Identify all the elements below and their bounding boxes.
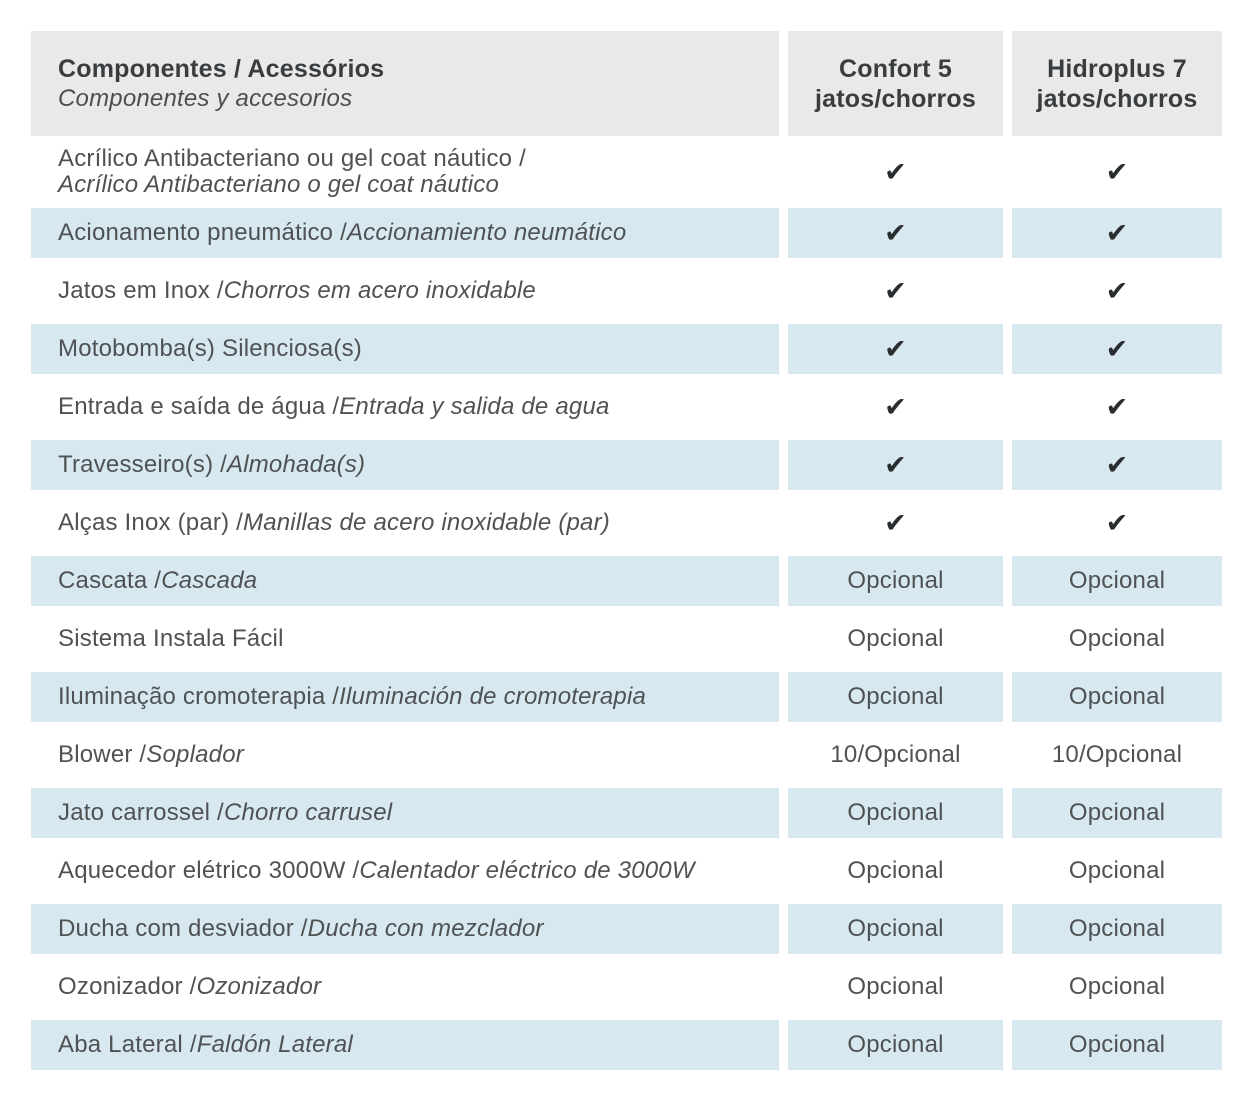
value-text: Opcional [1068,799,1166,826]
value-cell-confort-5 [788,726,1003,784]
check-icon: ✔ [884,507,907,539]
check-icon: ✔ [884,156,907,188]
value-cell-hidroplus-7 [1012,320,1222,378]
table-row [31,552,1222,610]
component-label-cell [31,842,779,900]
component-label-pt: Jato carrossel / [58,799,224,826]
value-text: Opcional [1068,567,1166,594]
value-cell-hidroplus-7 [1012,204,1222,262]
component-label-es: Chorros em acero inoxidable [223,277,536,304]
value-cell-confort-5 [788,784,1003,842]
component-label-cell [31,958,779,1016]
value-text: Opcional [1068,625,1166,652]
component-label-pt: Iluminação cromoterapia / [58,683,340,710]
value-text: Opcional [1068,1031,1166,1058]
component-label-pt: Motobomba(s) Silenciosa(s) [58,335,362,362]
components-comparison-table [31,31,1222,1074]
table-row [31,436,1222,494]
check-icon: ✔ [1105,449,1129,481]
value-cell-confort-5 [788,610,1003,668]
table-row [31,140,1222,204]
value-text: 10/Opcional [1051,741,1183,768]
value-text: Opcional [847,1031,944,1058]
component-label-cell [31,1016,779,1074]
value-cell-hidroplus-7 [1012,842,1222,900]
component-label-es: Faldón Lateral [196,1031,353,1058]
component-label-es: Entrada y salida de agua [339,393,610,420]
value-cell-hidroplus-7 [1012,1016,1222,1074]
component-label-es: Soplador [146,741,244,768]
component-label-es: Almohada(s) [227,451,366,478]
value-cell-hidroplus-7 [1012,140,1222,204]
component-label-cell [31,726,779,784]
value-cell-confort-5 [788,320,1003,378]
component-label-es: Manillas de acero inoxidable (par) [243,509,610,536]
value-cell-hidroplus-7 [1012,610,1222,668]
value-cell-confort-5 [788,552,1003,610]
column-header-line2: jatos/chorros [815,84,976,113]
check-icon: ✔ [884,333,907,365]
check-icon: ✔ [884,391,907,423]
value-cell-confort-5 [788,900,1003,958]
component-label-es: Accionamiento neumático [346,219,627,246]
component-label-pt: Aba Lateral / [58,1031,197,1058]
component-label-pt: Alças Inox (par) / [58,509,243,536]
value-text: 10/Opcional [830,741,961,768]
value-cell-confort-5 [788,494,1003,552]
component-label-cell [31,784,779,842]
value-cell-confort-5 [788,1016,1003,1074]
value-cell-confort-5 [788,668,1003,726]
component-label-cell [31,494,779,552]
column-header-confort-5 [788,31,1003,136]
table-title-pt: Componentes / Acessórios [58,54,385,83]
component-label-pt: Acionamento pneumático / [58,219,347,246]
table-body [31,140,1222,1074]
table-row [31,378,1222,436]
table-row [31,610,1222,668]
value-cell-confort-5 [788,140,1003,204]
value-text: Opcional [847,625,944,652]
value-cell-hidroplus-7 [1012,436,1222,494]
component-label-cell [31,320,779,378]
column-header-line1: Confort 5 [839,54,952,83]
value-cell-confort-5 [788,204,1003,262]
components-header-cell [31,31,779,136]
component-label-es: Acrílico Antibacteriano o gel coat náutico [58,171,500,198]
check-icon: ✔ [1105,507,1129,539]
check-icon: ✔ [1105,333,1129,365]
value-cell-hidroplus-7 [1012,668,1222,726]
value-cell-hidroplus-7 [1012,494,1222,552]
table-row [31,784,1222,842]
check-icon: ✔ [1105,275,1129,307]
component-label-es: Cascada [161,567,258,594]
value-text: Opcional [847,915,944,942]
value-text: Opcional [847,973,944,1000]
value-cell-hidroplus-7 [1012,262,1222,320]
component-label-es: Calentador eléctrico de 3000W [359,857,695,884]
value-cell-confort-5 [788,958,1003,1016]
value-text: Opcional [847,683,944,710]
value-cell-confort-5 [788,378,1003,436]
table-title-es: Componentes y accesorios [58,84,353,112]
component-label-cell [31,378,779,436]
component-label-pt: Cascata / [58,567,162,594]
component-label-es: Ducha con mezclador [307,915,544,942]
column-header-hidroplus-7 [1012,31,1222,136]
table-row [31,900,1222,958]
component-label-pt: Travesseiro(s) / [58,451,227,478]
component-label-es: Iluminación de cromoterapia [339,683,647,710]
component-label-pt: Sistema Instala Fácil [58,625,284,652]
value-text: Opcional [847,567,944,594]
component-label-cell [31,204,779,262]
component-label-cell [31,262,779,320]
table-header-row [31,31,1222,136]
value-text: Opcional [1068,973,1166,1000]
check-icon: ✔ [884,275,907,307]
table-row [31,668,1222,726]
table-row [31,958,1222,1016]
component-label-cell [31,900,779,958]
value-text: Opcional [1068,915,1166,942]
value-text: Opcional [1068,857,1166,884]
table-row [31,204,1222,262]
table-row [31,726,1222,784]
component-label-cell [31,552,779,610]
table-row [31,494,1222,552]
value-cell-hidroplus-7 [1012,378,1222,436]
check-icon: ✔ [1105,391,1129,423]
component-label-es: Chorro carrusel [223,799,393,826]
check-icon: ✔ [1105,156,1129,188]
value-text: Opcional [847,799,944,826]
value-cell-hidroplus-7 [1012,552,1222,610]
component-label-pt: Ducha com desviador / [58,915,308,942]
component-label-cell [31,668,779,726]
component-label-pt: Aquecedor elétrico 3000W / [58,857,360,884]
value-text: Opcional [847,857,944,884]
component-label-pt: Blower / [58,741,147,768]
value-cell-confort-5 [788,262,1003,320]
value-text: Opcional [1068,683,1166,710]
column-header-line1: Hidroplus 7 [1047,54,1187,83]
component-label-cell [31,436,779,494]
value-cell-hidroplus-7 [1012,958,1222,1016]
value-cell-hidroplus-7 [1012,784,1222,842]
component-label-es: Ozonizador [196,973,322,1000]
component-label-cell [31,140,779,204]
value-cell-hidroplus-7 [1012,726,1222,784]
value-cell-confort-5 [788,436,1003,494]
table-row [31,842,1222,900]
component-label-cell [31,610,779,668]
table-row [31,262,1222,320]
component-label-pt: Acrílico Antibacteriano ou gel coat náutico / [58,145,526,172]
check-icon: ✔ [1105,217,1129,249]
component-label-pt: Jatos em Inox / [58,277,224,304]
table-row [31,320,1222,378]
column-header-line2: jatos/chorros [1036,84,1198,113]
check-icon: ✔ [884,449,907,481]
component-label-pt: Entrada e saída de água / [58,393,340,420]
value-cell-hidroplus-7 [1012,900,1222,958]
check-icon: ✔ [884,217,907,249]
value-cell-confort-5 [788,842,1003,900]
table-row [31,1016,1222,1074]
component-label-pt: Ozonizador / [58,973,197,1000]
